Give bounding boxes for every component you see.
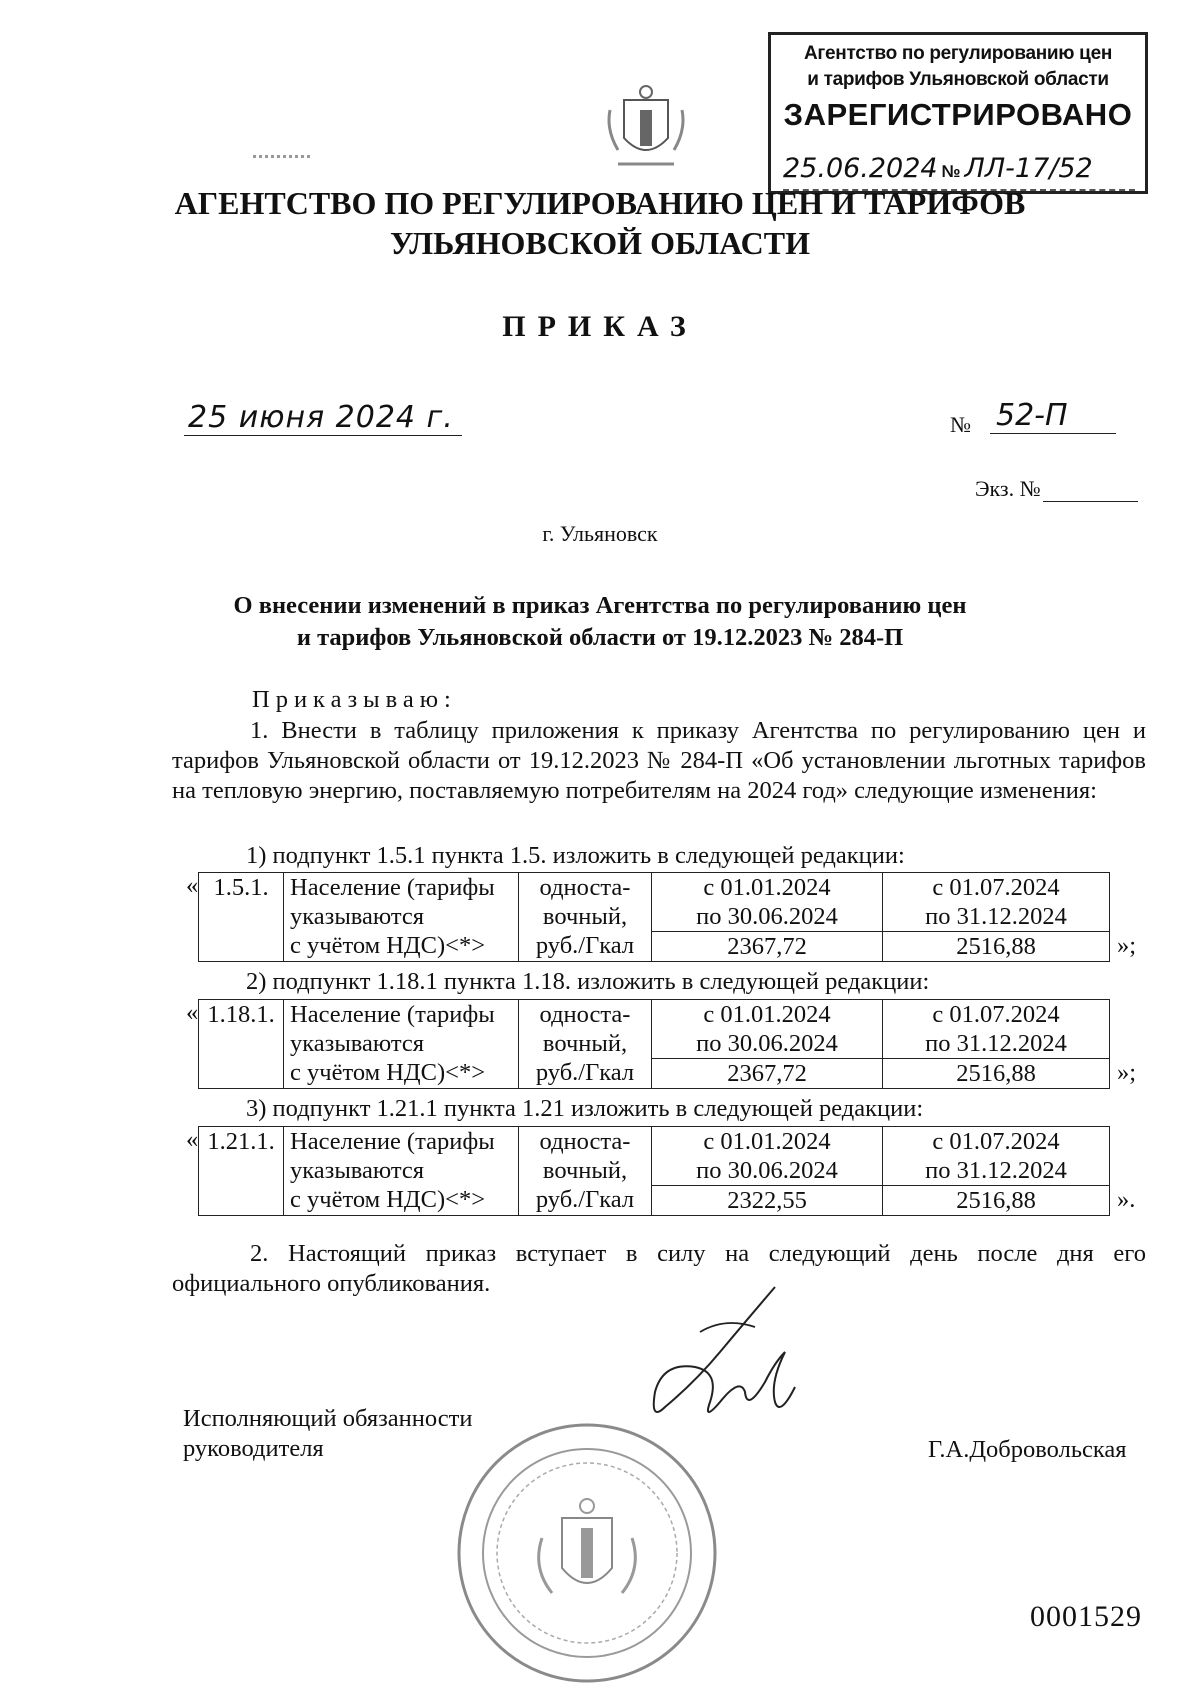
stamp-line-1: Агентство по регулированию цен xyxy=(803,43,1113,64)
agency-title-line-1: АГЕНТСТВО ПО РЕГУЛИРОВАНИЮ ЦЕН И ТАРИФОВ xyxy=(174,185,1026,221)
period-1 xyxy=(652,873,883,903)
unit: руб./Гкал xyxy=(535,932,635,959)
scan-smudge xyxy=(253,155,313,158)
stamp-line-2: и тарифов Ульяновской области xyxy=(807,69,1109,90)
period-line: с 01.01.2024 xyxy=(703,1001,831,1028)
stamp-date: 25.06.2024 xyxy=(783,153,938,184)
period-line: с 01.07.2024 xyxy=(932,874,1060,901)
order-word: Приказываю: xyxy=(252,686,457,713)
position-line-2: руководителя xyxy=(183,1435,324,1462)
unit: руб./Гкал xyxy=(535,1186,635,1213)
subitem-1-close-quote: »; xyxy=(1117,932,1137,959)
tariff-value-1: 2322,55 xyxy=(652,1186,883,1216)
subitem-2-intro: 2) подпункт 1.18.1 пункта 1.18. изложить в следующей редакции: xyxy=(246,968,930,995)
consumer-line: указываются xyxy=(290,1157,425,1184)
consumer-line: с учётом НДС)<*> xyxy=(290,932,486,959)
period-1-end: по 30.06.2024 xyxy=(652,1029,883,1059)
consumer-line: указываются xyxy=(290,903,425,930)
consumer-line: указываются xyxy=(290,1030,425,1057)
period-1 xyxy=(652,1127,883,1157)
subitem-2-open-quote: « xyxy=(186,999,199,1026)
stamp-number: ЛЛ-17/52 xyxy=(964,153,1093,184)
handwritten-signature-icon xyxy=(625,1282,815,1432)
city: г. Ульяновск xyxy=(542,521,658,546)
signatory-name: Г.А.Добровольская xyxy=(928,1436,1127,1463)
period-line: с 01.07.2024 xyxy=(932,1001,1060,1028)
type-line: односта- xyxy=(539,874,631,901)
tariff-consumer xyxy=(284,873,519,962)
subitem-3-intro: 3) подпункт 1.21.1 пункта 1.21 изложить в следующей редакции: xyxy=(246,1095,924,1122)
period-2-end: по 31.12.2024 xyxy=(883,902,1110,932)
period-2 xyxy=(883,1127,1110,1157)
period-2-end: по 31.12.2024 xyxy=(883,1156,1110,1186)
tariff-table-1 xyxy=(198,872,1110,962)
period-2 xyxy=(883,873,1110,903)
tariff-value-2: 2516,88 xyxy=(883,1059,1110,1089)
order-item-1 xyxy=(172,716,1146,806)
order-subject xyxy=(0,590,1200,654)
type-line: односта- xyxy=(539,1128,631,1155)
tariff-consumer xyxy=(284,1000,519,1089)
subitem-1-intro: 1) подпункт 1.5.1 пункта 1.5. изложить в следующей редакции: xyxy=(246,842,905,869)
tariff-code: 1.18.1. xyxy=(199,1000,284,1089)
tariff-consumer xyxy=(284,1127,519,1216)
stamp-number-label: № xyxy=(941,162,961,181)
tariff-type xyxy=(519,1000,652,1089)
tariff-value-2: 2516,88 xyxy=(883,1186,1110,1216)
document-serial: 0001529 xyxy=(1030,1600,1142,1633)
period-1-end: по 30.06.2024 xyxy=(652,1156,883,1186)
subitem-3-open-quote: « xyxy=(186,1126,199,1153)
unit: руб./Гкал xyxy=(535,1059,635,1086)
type-line: вочный, xyxy=(542,903,628,930)
consumer-line: с учётом НДС)<*> xyxy=(290,1059,486,1086)
consumer-line: Население (тарифы xyxy=(290,1128,495,1155)
order-date: 25 июня 2024 г. xyxy=(184,400,462,436)
subject-line-1: О внесении изменений в приказ Агентства по регулированию цен xyxy=(233,592,967,619)
copy-number-blank xyxy=(1043,481,1138,502)
subject-line-2: и тарифов Ульяновской области от 19.12.2023 № 284-П xyxy=(296,624,904,651)
period-2 xyxy=(883,1000,1110,1030)
tariff-type xyxy=(519,1127,652,1216)
copy-number xyxy=(975,476,1138,502)
period-line: с 01.01.2024 xyxy=(703,1128,831,1155)
document-type: ПРИКАЗ xyxy=(502,310,698,343)
period-1-end: по 30.06.2024 xyxy=(652,902,883,932)
order-item-2-text: 2. Настоящий приказ вступает в силу на следующий день после дня его официального опубликования. xyxy=(172,1240,1146,1297)
tariff-value-2: 2516,88 xyxy=(883,932,1110,962)
period-2-end: по 31.12.2024 xyxy=(883,1029,1110,1059)
period-line: с 01.01.2024 xyxy=(703,874,831,901)
period-1 xyxy=(652,1000,883,1030)
consumer-line: с учётом НДС)<*> xyxy=(290,1186,486,1213)
tariff-value-1: 2367,72 xyxy=(652,932,883,962)
consumer-line: Население (тарифы xyxy=(290,1001,495,1028)
signatory-position xyxy=(183,1404,472,1464)
order-item-1-text: 1. Внести в таблицу приложения к приказу Агентства по регулированию цен и тарифов Ульяновской области от 19.12.2023 № 284-П «Об установлении льготных тарифов на тепловую энергию, поставляемую потребителям на 2024 год» следующие изменения: xyxy=(172,717,1146,804)
tariff-type xyxy=(519,873,652,962)
tariff-table-3 xyxy=(198,1126,1110,1216)
coat-of-arms-icon xyxy=(604,80,688,172)
tariff-code: 1.5.1. xyxy=(199,873,284,962)
consumer-line: Население (тарифы xyxy=(290,874,495,901)
subitem-2-close-quote: »; xyxy=(1117,1059,1137,1086)
tariff-value-1: 2367,72 xyxy=(652,1059,883,1089)
agency-title-line-2: УЛЬЯНОВСКОЙ ОБЛАСТИ xyxy=(389,225,811,261)
type-line: односта- xyxy=(539,1001,631,1028)
copy-number-label: Экз. № xyxy=(975,476,1041,501)
period-line: с 01.07.2024 xyxy=(932,1128,1060,1155)
tariff-code: 1.21.1. xyxy=(199,1127,284,1216)
subitem-1-open-quote: « xyxy=(186,872,199,899)
type-line: вочный, xyxy=(542,1157,628,1184)
order-number-label: № xyxy=(950,412,971,437)
stamp-status: ЗАРЕГИСТРИРОВАНО xyxy=(783,97,1133,132)
order-number: 52-П xyxy=(990,398,1116,434)
subitem-3-close-quote: ». xyxy=(1117,1186,1136,1213)
official-seal-icon xyxy=(452,1418,722,1688)
tariff-table-2 xyxy=(198,999,1110,1089)
position-line-1: Исполняющий обязанности xyxy=(183,1405,473,1432)
registration-stamp xyxy=(768,32,1148,194)
type-line: вочный, xyxy=(542,1030,628,1057)
